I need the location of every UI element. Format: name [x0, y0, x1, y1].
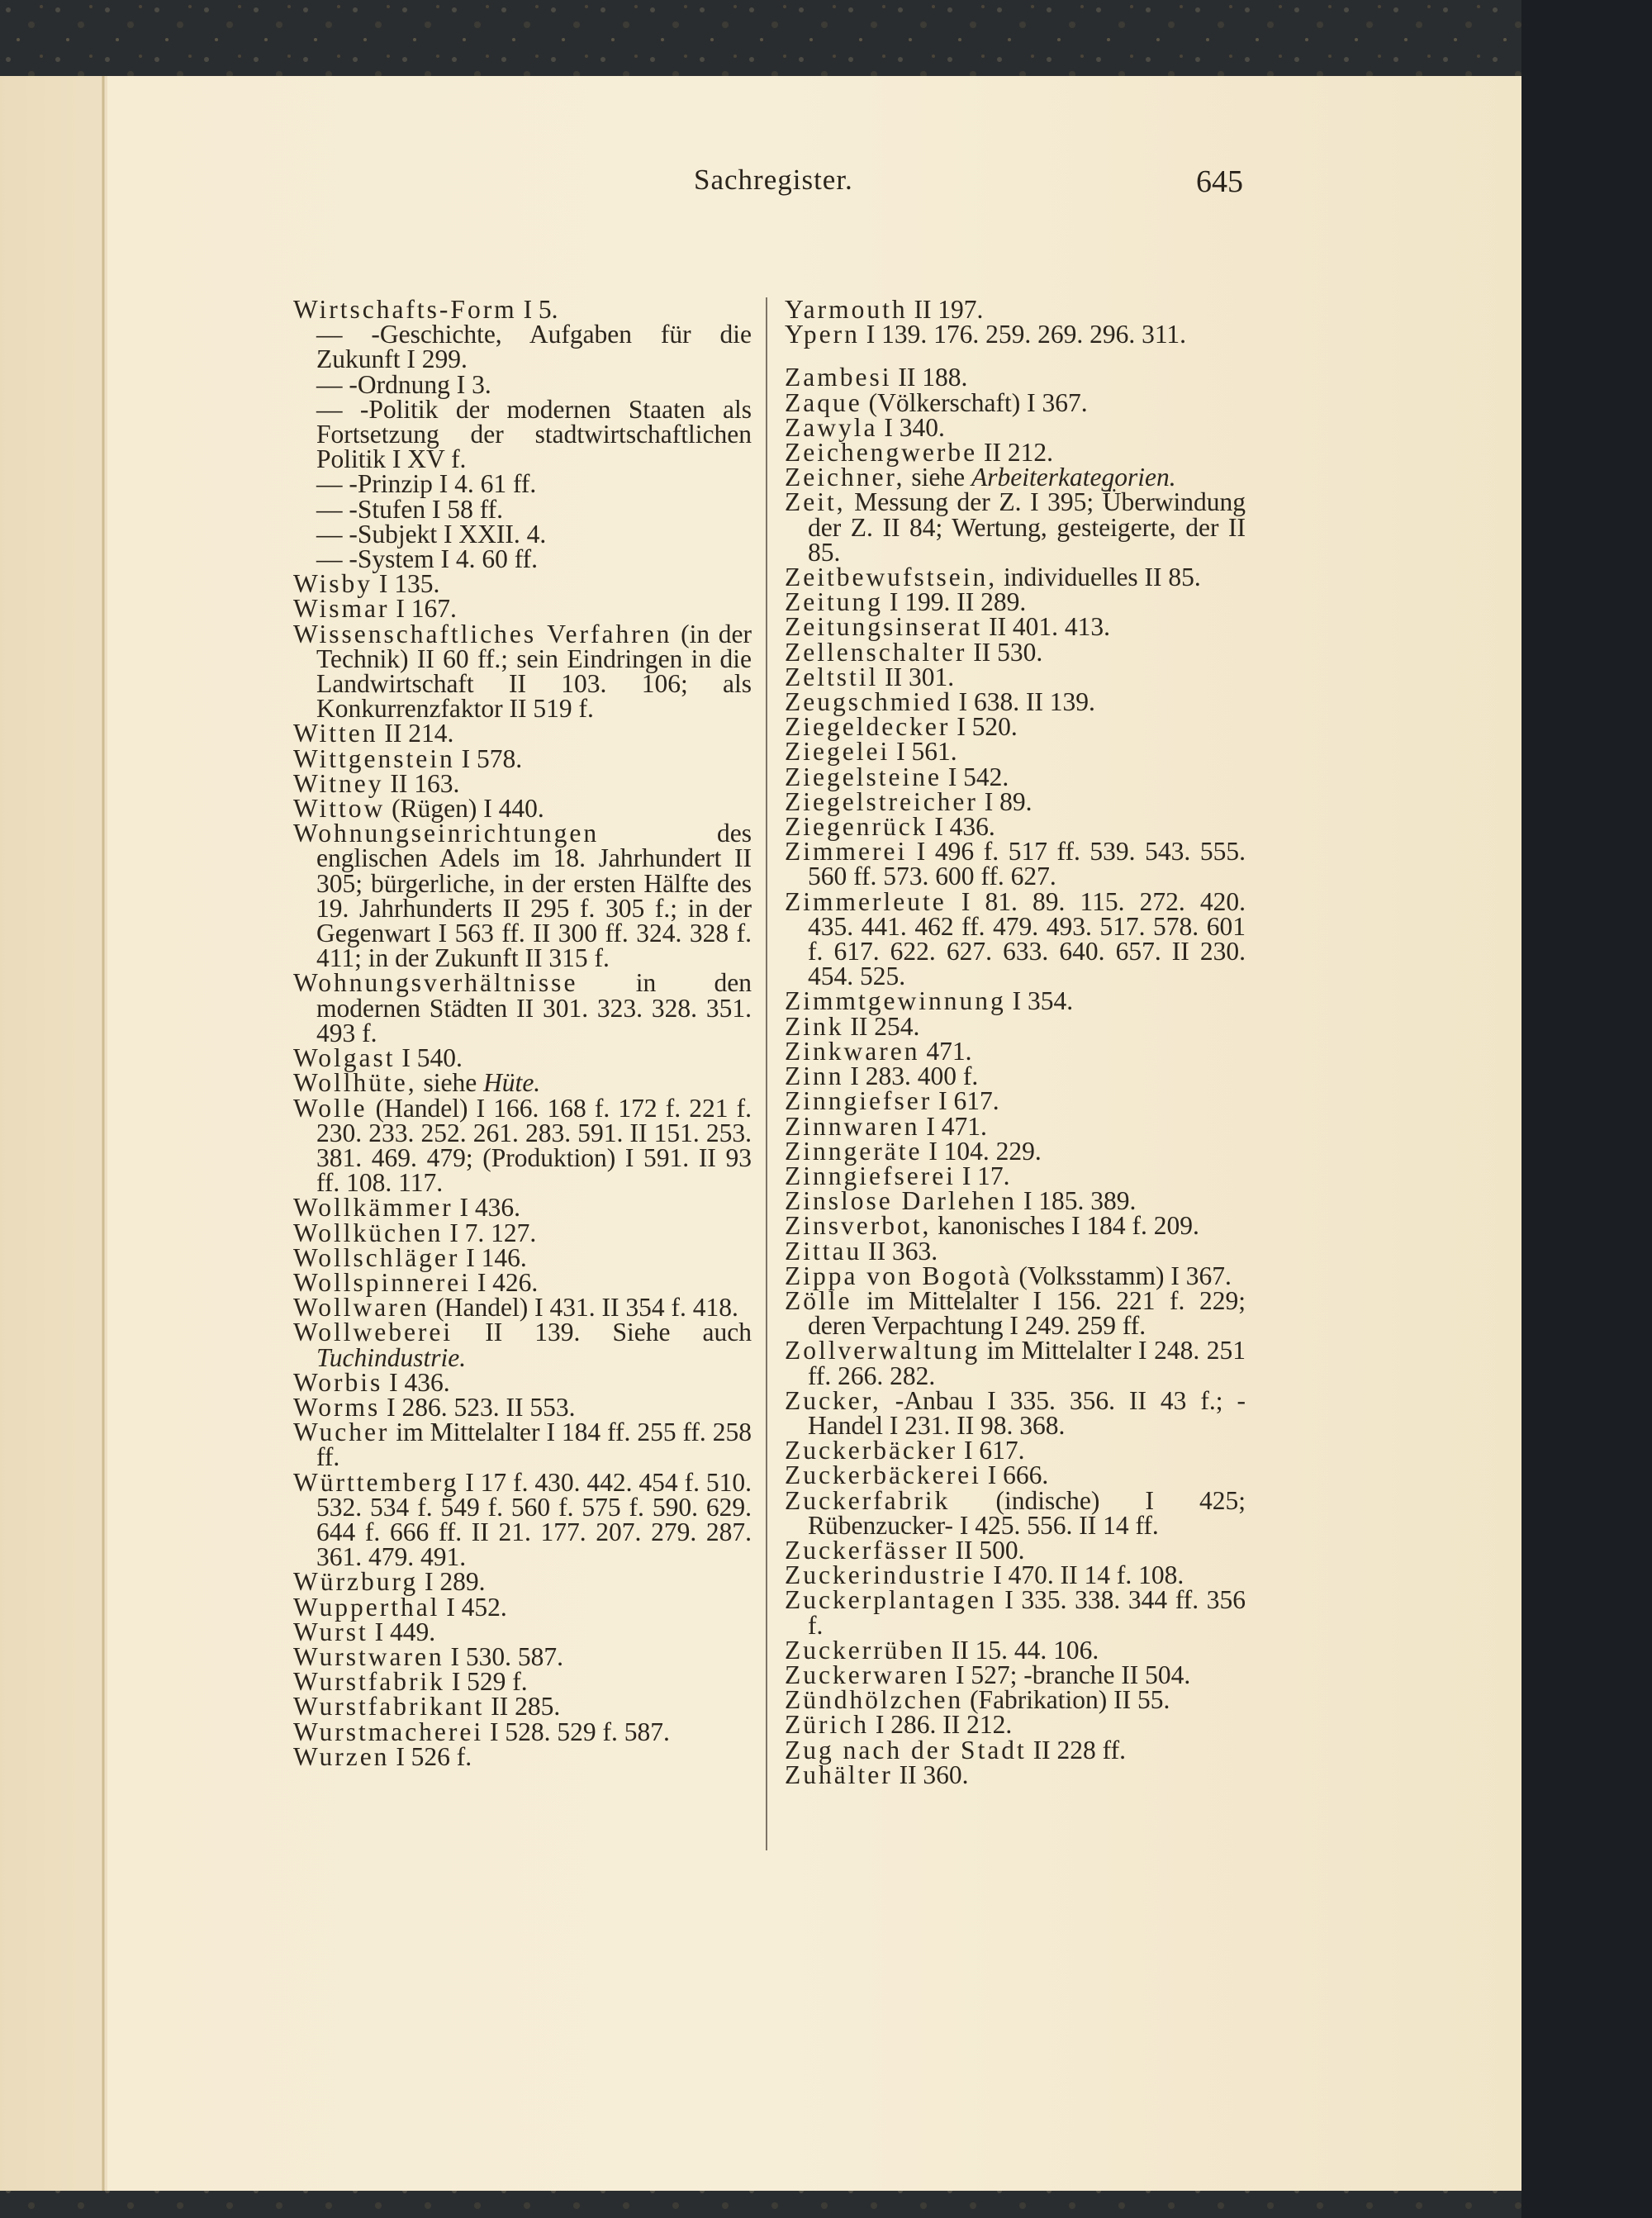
index-references: II 212. [977, 438, 1053, 468]
index-term: Zeitungsinserat [785, 612, 983, 642]
index-references: I 5. [516, 295, 558, 324]
index-references: I 4. 61 ff. [432, 469, 537, 499]
index-entry [293, 1043, 752, 1073]
index-references: im Mittelalter I 248. 251 ff. 266. 282. [808, 1336, 1246, 1390]
index-references: I 286. II 212. [868, 1710, 1013, 1740]
index-term: Wirtschafts-Form [293, 295, 517, 324]
index-term: Wollweberei [293, 1318, 453, 1347]
index-entry [785, 1585, 1246, 1640]
index-term: Wollkämmer [293, 1193, 453, 1223]
index-term: Zuckerrüben [785, 1635, 945, 1665]
index-entry [785, 1438, 1246, 1463]
index-term: Wismar [293, 594, 390, 624]
index-term: Zuckerwaren [785, 1660, 950, 1689]
index-references: (indische) I 425; Rübenzucker- I 425. 556. II 14 ff. [808, 1485, 1246, 1540]
index-term: Zündhölzchen [785, 1685, 964, 1715]
index-references: der modernen Staaten als Fortsetzung der stadtwirtschaftlichen Politik I XV f. [316, 394, 752, 474]
index-references: -Anbau I 335. 356. II 43 f.; -Handel I 231. II 98. 368. [808, 1385, 1246, 1440]
index-term: Wollschläger [293, 1242, 460, 1272]
index-references: II 285. [484, 1692, 561, 1722]
index-entry [785, 322, 1246, 347]
index-term: Zaque [785, 387, 862, 417]
index-references: I 283. 400 f. [843, 1062, 979, 1091]
index-references: I 496 f. 517 ff. 539. 543. 555. 560 ff. 573. 600 ff. 627. [808, 837, 1246, 891]
index-references: I 289. [418, 1567, 486, 1597]
index-term: Wurstwaren [293, 1641, 444, 1671]
index-entry [785, 1660, 1246, 1689]
index-term: Zinngeräte [785, 1136, 923, 1166]
index-references: I 286. 523. II 553. [380, 1392, 576, 1422]
index-term: Witten [293, 719, 378, 748]
index-term: — -System [316, 544, 434, 574]
index-entry [785, 1261, 1246, 1290]
index-term: Wurzen [293, 1741, 390, 1771]
index-references: II 188. [891, 363, 968, 392]
index-entry [293, 1392, 752, 1422]
index-term: Wupperthal [293, 1592, 440, 1622]
index-references: I 666. [980, 1460, 1049, 1490]
index-term: — -Politik [316, 394, 439, 424]
index-entry [785, 712, 1246, 742]
index-term: Wurstmacherei [293, 1717, 484, 1746]
index-term: Wollhüte, [293, 1068, 417, 1098]
index-references: II 163. [383, 768, 460, 798]
index-entry [785, 762, 1246, 791]
index-entry [293, 594, 752, 624]
index-references: (Fabrikation) II 55. [963, 1685, 1170, 1715]
index-term: Zinkwaren [785, 1036, 920, 1066]
index-entry [293, 721, 752, 746]
index-entry [785, 1338, 1246, 1388]
index-entry [785, 886, 1246, 991]
index-term: — -Stufen [316, 494, 426, 524]
index-entry [785, 1535, 1246, 1565]
index-term: Zürich [785, 1710, 869, 1740]
index-entry [785, 565, 1246, 590]
index-term: Zug nach der Stadt [785, 1735, 1027, 1764]
index-term: Zuckerfabrik [785, 1485, 951, 1515]
index-references: I 185. 389. [1017, 1186, 1137, 1216]
index-cross-reference: Tuchindustrie. [316, 1342, 467, 1372]
index-references: I 104. 229. [922, 1136, 1042, 1166]
index-references: II 254. [843, 1011, 920, 1041]
index-entry [293, 1267, 752, 1297]
index-term: Zuckerbäcker [785, 1436, 958, 1465]
index-cross-reference: Hüte. [483, 1068, 541, 1098]
index-references: I 470. II 14 f. 108. [986, 1560, 1184, 1590]
index-term: Zucker, [785, 1385, 881, 1415]
index-entry [785, 1036, 1246, 1066]
index-references: Messung der Z. I 395; Überwindung der Z. II 84; Wertung, gesteigerte, der II 85. [808, 487, 1246, 567]
index-term: Wollwaren [293, 1293, 430, 1323]
index-entry [293, 821, 752, 971]
index-term: Wisby [293, 569, 373, 599]
index-references: I 7. 127. [443, 1218, 537, 1247]
index-term: Zink [785, 1011, 844, 1041]
index-references: II 228 ff. [1026, 1735, 1126, 1764]
index-entry [785, 737, 1246, 767]
index-references: im Mittelalter I 156. 221 f. 229; deren Verpachtung I 249. 259 ff. [808, 1285, 1246, 1341]
index-references: I 529 f. [444, 1667, 528, 1697]
index-entry [785, 1186, 1246, 1216]
index-references: II 363. [862, 1236, 938, 1266]
index-term: Wissenschaftliches Verfahren [293, 619, 672, 648]
index-term: Ziegenrück [785, 812, 928, 842]
index-references: II 360. [892, 1760, 969, 1789]
index-entry [293, 743, 752, 773]
index-term: Zellenschalter [785, 637, 967, 667]
index-references: I 81. 89. 115. 272. 420. 435. 441. 462 ff. 479. 493. 517. 578. 601 f. 617. 622. 627. 633. 640. 657. II 230. 454. 525. [808, 886, 1246, 991]
index-references: I 520. [950, 712, 1018, 742]
index-entry [785, 1635, 1246, 1665]
index-entry [785, 1111, 1246, 1141]
index-entry [785, 786, 1246, 816]
index-cross-reference: Arbeiterkategorien. [971, 463, 1176, 492]
index-entry [785, 487, 1246, 567]
index-term: Zinnwaren [785, 1111, 920, 1141]
index-entry [785, 1560, 1246, 1590]
index-term: Wurstfabrikant [293, 1692, 485, 1722]
index-subentry [293, 469, 752, 499]
index-references: I 530. 587. [444, 1641, 564, 1671]
index-term: Württemberg [293, 1467, 459, 1497]
index-references: (Völkerschaft) I 367. [862, 387, 1088, 417]
index-references: 471. [919, 1036, 972, 1066]
index-term: Zimmerei [785, 837, 908, 867]
index-references: Aufgaben für die Zukunft I 299. [316, 320, 752, 374]
index-references: I 617. [932, 1086, 999, 1116]
index-term: — -Geschichte, [316, 320, 502, 349]
index-references: II 401. 413. [982, 612, 1111, 642]
index-references: I 58 ff. [425, 494, 504, 524]
index-references: I 471. [919, 1111, 987, 1141]
index-term: Wolgast [293, 1043, 396, 1073]
index-references: II 214. [377, 719, 454, 748]
dark-margin [1521, 0, 1652, 2218]
index-references: II 15. 44. 106. [944, 1635, 1099, 1665]
index-references: II 530. [966, 637, 1043, 667]
index-term: Zittau [785, 1236, 862, 1266]
index-references: I 354. [1005, 986, 1074, 1016]
index-term: Zuckerbäckerei [785, 1460, 981, 1490]
index-entry [293, 768, 752, 798]
index-entry [785, 297, 1246, 322]
index-column-right [785, 297, 1246, 1788]
index-term: Zeitung [785, 587, 883, 617]
index-entry [293, 297, 752, 322]
index-term: Zuckerindustrie [785, 1560, 987, 1590]
index-entry [785, 612, 1246, 642]
index-references: I 452. [439, 1592, 507, 1622]
index-subentry [293, 544, 752, 574]
index-references: I 17 f. 430. 442. 454 f. 510. 532. 534 f. 549 f. 560 f. 575 f. 590. 629. 644 f. 666 ff. II 21. 177. 207. 279. 287. 361. 479. 491. [316, 1467, 752, 1572]
index-term: Wucher [293, 1418, 390, 1447]
index-term: — -Subjekt [316, 519, 438, 549]
index-term: Ziegelstreicher [785, 786, 978, 816]
index-entry [785, 1011, 1246, 1041]
index-references: I 527; -branche II 504. [949, 1660, 1191, 1689]
index-entry [785, 812, 1246, 842]
index-subentry [293, 519, 752, 549]
running-head: Sachregister. [694, 164, 853, 196]
index-term: Zollverwaltung [785, 1336, 980, 1365]
index-entry [293, 1467, 752, 1572]
index-term: Zeitbewufstsein, [785, 563, 998, 592]
index-references: (Rügen) I 440. [385, 794, 544, 824]
index-term: Wollküchen [293, 1218, 444, 1247]
index-references: I 528. 529 f. 587. [483, 1717, 670, 1746]
index-entry [785, 412, 1246, 442]
index-entry [785, 1211, 1246, 1241]
index-references: I 3. [449, 369, 491, 399]
index-entry [785, 1710, 1246, 1740]
index-references: I 436. [928, 812, 995, 842]
index-entry [293, 1367, 752, 1397]
index-entry [293, 1617, 752, 1646]
index-term: Wollspinnerei [293, 1267, 471, 1297]
index-term: Wittgenstein [293, 743, 455, 773]
index-term: Wohnungsverhältnisse [293, 968, 578, 998]
index-references: I 199. II 289. [882, 587, 1027, 617]
index-references: I 167. [389, 594, 457, 624]
index-term: Zeichengwerbe [785, 438, 978, 468]
index-references: des englischen Adels im 18. Jahrhundert II 305; bürgerliche, in der ersten Hälfte des 19. Jahrhunderts II 295 f. 305 f.; in der Gegenwart I 563 ff. II 300 ff. 324. 328 f. 411; in der Zukunft II 315 f. [316, 819, 752, 973]
index-term: Zölle [785, 1285, 852, 1315]
index-term: Zinngiefserei [785, 1161, 956, 1190]
index-term: Zuckerfässer [785, 1535, 949, 1565]
index-term: Zeltstil [785, 662, 879, 691]
index-references: siehe [904, 463, 972, 492]
index-term: Ypern [785, 320, 860, 349]
index-entry [785, 365, 1246, 390]
index-entry [785, 387, 1246, 417]
index-term: Zambesi [785, 363, 892, 392]
index-term: Zimmtgewinnung [785, 986, 1006, 1016]
index-entry [785, 1735, 1246, 1764]
index-references: siehe [416, 1068, 484, 1098]
index-references: I 578. [454, 743, 523, 773]
index-entry [785, 1236, 1246, 1266]
index-references: (in der Technik) II 60 ff.; sein Eindringen in die Landwirtschaft II 103. 106; als Konkurrenzfaktor II 519 f. [316, 619, 752, 724]
index-entry [293, 1068, 752, 1098]
index-term: Worms [293, 1392, 381, 1422]
index-references: II 139. Siehe auch [453, 1318, 752, 1347]
index-term: Wurstfabrik [293, 1667, 445, 1697]
index-references: kanonisches I 184 f. 209. [931, 1211, 1199, 1241]
index-entry [293, 1293, 752, 1323]
page-header [289, 164, 1243, 213]
index-term: Zeichner, [785, 463, 905, 492]
index-references: I 561. [890, 737, 957, 767]
index-entry [785, 839, 1246, 889]
index-references: I 17. [955, 1161, 1010, 1190]
book-page [0, 76, 1521, 2191]
index-references: II 197. [907, 295, 984, 324]
index-term: Ziegelei [785, 737, 890, 767]
index-references: I 89. [977, 786, 1032, 816]
index-entry [293, 1717, 752, 1746]
index-term: Zimmerleute [785, 886, 947, 916]
index-term: Witney [293, 768, 384, 798]
index-entry [785, 662, 1246, 691]
index-term: Zuckerplantagen [785, 1585, 997, 1615]
index-entry [785, 465, 1246, 490]
index-term: Zinslose Darlehen [785, 1186, 1018, 1216]
index-term: Zinngiefser [785, 1086, 933, 1116]
index-subentry [293, 322, 752, 372]
index-references: I 4. 60 ff. [434, 544, 539, 574]
index-entry [785, 986, 1246, 1016]
index-entry [293, 569, 752, 599]
index-term: Ziegeldecker [785, 712, 951, 742]
index-entry [785, 1760, 1246, 1789]
index-references: II 301. [878, 662, 955, 691]
index-entry [785, 1136, 1246, 1166]
index-entry [785, 1086, 1246, 1116]
index-entry [785, 1485, 1246, 1540]
index-references: I 340. [877, 412, 945, 442]
index-references: I 526 f. [389, 1741, 472, 1771]
index-term: Zippa von Bogotà [785, 1261, 1013, 1290]
index-term: Zuhälter [785, 1760, 893, 1789]
page-number: 645 [1196, 164, 1243, 199]
index-entry [785, 1161, 1246, 1190]
index-references: individuelles II 85. [997, 563, 1201, 592]
index-references: I 436. [382, 1367, 450, 1397]
index-references: II 500. [948, 1535, 1025, 1565]
index-entry [785, 1064, 1246, 1089]
index-references: I 139. 176. 259. 269. 296. 311. [859, 320, 1187, 349]
index-references: I 135. [372, 569, 440, 599]
index-references: I 542. [941, 762, 1009, 791]
index-references: I 540. [395, 1043, 463, 1073]
index-entry [785, 687, 1246, 717]
index-entry [293, 1567, 752, 1597]
index-subentry [293, 369, 752, 399]
index-references: (Handel) I 431. II 354 f. 418. [429, 1293, 738, 1323]
index-entry [293, 1218, 752, 1247]
index-term: Worbis [293, 1367, 383, 1397]
index-term: Zawyla [785, 412, 878, 442]
index-entry [293, 1093, 752, 1198]
index-references: I 638. II 139. [952, 687, 1095, 717]
index-term: Wurst [293, 1617, 368, 1646]
index-term: Würzburg [293, 1567, 419, 1597]
column-divider [766, 297, 767, 1850]
index-entry [785, 1460, 1246, 1490]
index-term: Zinsverbot, [785, 1211, 932, 1241]
index-term: Ziegelsteine [785, 762, 942, 791]
index-entry [293, 1692, 752, 1722]
index-term: Yarmouth [785, 295, 908, 324]
index-references: I 436. [453, 1193, 521, 1223]
index-term: Wittow [293, 794, 386, 824]
index-entry [785, 1385, 1246, 1440]
index-references: I 449. [368, 1617, 436, 1646]
index-entry [293, 968, 752, 1047]
index-references: I XXII. 4. [437, 519, 547, 549]
index-entry [293, 1667, 752, 1697]
index-references: I 617. [957, 1436, 1025, 1465]
index-term: Zinn [785, 1062, 844, 1091]
index-references: (Volksstamm) I 367. [1012, 1261, 1232, 1290]
index-term: Wolle [293, 1093, 368, 1123]
index-references: I 146. [459, 1242, 527, 1272]
index-entry [293, 1242, 752, 1272]
index-entry [785, 1285, 1246, 1341]
index-term: Zeit, [785, 487, 846, 517]
index-references: im Mittelalter I 184 ff. 255 ff. 258 ff. [316, 1418, 752, 1472]
index-term: — -Ordnung [316, 369, 450, 399]
index-subentry [293, 494, 752, 524]
index-entry [293, 1193, 752, 1223]
index-entry [293, 1592, 752, 1622]
index-references: I 426. [470, 1267, 539, 1297]
index-subentry [293, 394, 752, 474]
index-entry [785, 1685, 1246, 1715]
index-term: Zeugschmied [785, 687, 952, 717]
index-entry [293, 1741, 752, 1771]
index-column-left [293, 297, 752, 1769]
index-entry [293, 1320, 752, 1370]
index-entry [785, 587, 1246, 617]
index-references: I 335. 338. 344 ff. 356 f. [808, 1585, 1246, 1640]
index-entry [293, 1420, 752, 1470]
index-term: — -Prinzip [316, 469, 433, 499]
index-entry [293, 794, 752, 824]
index-entry [785, 637, 1246, 667]
index-references: (Handel) I 166. 168 f. 172 f. 221 f. 230. 233. 252. 261. 283. 591. II 151. 253. 381. 469. 479; (Produktion) I 591. II 93 ff. 108. 117. [316, 1093, 752, 1198]
index-term: Wohnungseinrichtungen [293, 819, 600, 848]
index-entry [293, 619, 752, 724]
index-entry [785, 438, 1246, 468]
index-entry [293, 1641, 752, 1671]
index-references: in den modernen Städten II 301. 323. 328. 351. 493 f. [316, 968, 752, 1047]
